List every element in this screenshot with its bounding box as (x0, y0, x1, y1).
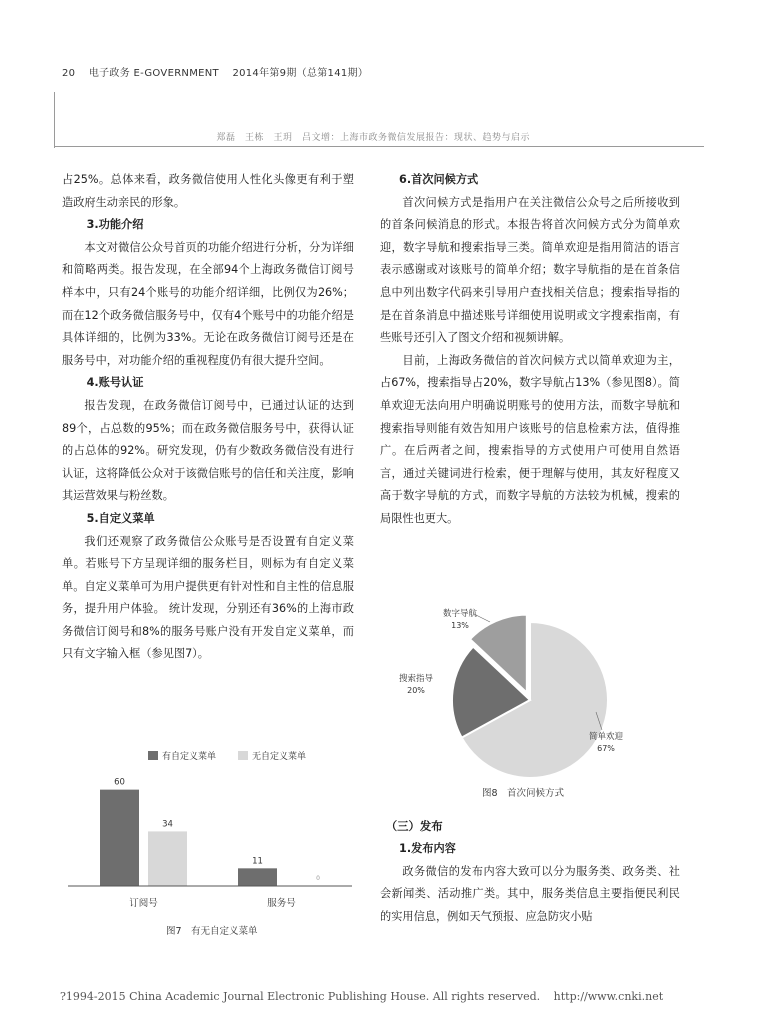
journal-name: 电子政务 E-GOVERNMENT (88, 68, 219, 79)
running-title: 郑磊 王栋 王玥 吕文增：上海市政务微信发展报告：现状、趋势与启示 (216, 133, 530, 143)
slice-label-nav: 数字导航 (442, 609, 478, 619)
section-heading: 6.首次问候方式 (399, 173, 479, 186)
paragraph: 报告发现，在政务微信订阅号中，已通过认证的达到89个，占总数的95%；而在政务微信服务号中，获得认证的占总体的92%。研究发现，仍有少数政务微信没有进行认证，这将降低公众对于该微信账号的信任和关注度，影响其运营效果与粉丝数。 (62, 398, 354, 503)
bar (100, 790, 139, 886)
paragraph: 本文对微信公众号首页的功能介绍进行分析，分为详细和简略两类。报告发现，在全部94个上海政务微信订阅号样本中，只有24个账号的功能介绍详细，比例仅为26%；而在12个政务微信服务号中，仅有4个账号中的功能介绍是具体详细的，比例为33%。无论在政务微信订阅号还是在服务号中，对功能介绍的重视程度仍有很大提升空间。 (62, 240, 354, 367)
header-vertical-rule (54, 92, 55, 148)
section-heading: 3.功能介绍 (86, 218, 144, 232)
copyright-notice: ?1994-2015 China Academic Journal Electronic Publishing House. All rights reserved. (60, 990, 541, 1003)
data-label: 34 (162, 819, 173, 830)
data-label: 60 (114, 777, 125, 788)
paragraph: 首次问候方式是指用户在关注微信公众号之后所接收到的首条问候消息的形式。本报告将首次问候方式分为简单欢迎，数字导航和搜索指导三类。简单欢迎是指用简洁的语言表示感谢或对该账号的简单介绍；数字导航指的是在首条信息中列出数字代码来引导用户查找相关信息；搜索指导指的是在首条消息中描述账号详细使用说明或文字搜索指南，有些账号还引入了图文介绍和视频讲解。 (380, 195, 680, 345)
x-tick-label: 服务号 (267, 898, 296, 909)
paragraph: 目前，上海政务微信的首次问候方式以简单欢迎为主，占67%，搜索指导占20%，数字导航占13%（参见图8）。简单欢迎无法向用户明确说明账号的使用方法，而数字导航和搜索指导则能有效告知用户该账号的信息检索方法，值得推广。在后两者之间，搜索指导的方式使用户可使用自然语言，通过关键词进行检索，便于理解与使用，其友好程度又高于数字导航的方式，而数字导航的方法较为机械，搜索的局限性也更大。 (380, 353, 680, 525)
footer-url: http://www.cnki.net (553, 990, 664, 1003)
figure-8-pie-chart (390, 600, 690, 805)
slice-label-welcome: 简单欢迎 (588, 732, 624, 742)
legend-label-yes: 有自定义菜单 (162, 752, 217, 762)
figure-caption: 图8 首次问候方式 (482, 788, 565, 799)
left-column (62, 169, 354, 666)
data-label: 11 (252, 856, 263, 867)
slice-value-nav: 13% (451, 621, 469, 630)
header-horizontal-rule (54, 146, 704, 147)
slice-value-welcome: 67% (597, 744, 615, 753)
right-column (380, 169, 680, 531)
paragraph: 我们还观察了政务微信公众账号是否设置有自定义菜单。若账号下方呈现详细的服务栏目，则标为有自定义菜单。自定义菜单可为用户提供更有针对性和自主性的信息服务，提升用户体验。 统计发现，分别还有36%的上海市政务微信订阅号和8%的服务号账户没有开发自定义菜单，而只有文字输入框（参见图7）。 (62, 534, 354, 661)
section-heading: 4.账号认证 (86, 376, 144, 390)
legend-swatch-yes (148, 751, 158, 760)
legend-label-no: 无自定义菜单 (252, 752, 307, 762)
journal-issue: 2014年第9期（总第141期） (232, 68, 369, 79)
section-heading: 5.自定义菜单 (86, 511, 155, 525)
paragraph: 政务微信的发布内容大致可以分为服务类、政务类、社会新闻类、活动推广类。其中，服务类信息主要指便民利民的实用信息，例如天气预报、应急防灾小贴 (380, 864, 680, 923)
bar (148, 831, 187, 886)
subsection-heading: 1.发布内容 (399, 842, 456, 855)
data-label: 0 (316, 875, 320, 882)
paragraph: 占25%。总体来看，政务微信使用人性化头像更有利于塑造政府生动亲民的形象。 (62, 173, 354, 209)
right-column-lower (380, 814, 680, 928)
page-number: 20 (62, 68, 76, 79)
section-heading: （三）发布 (385, 819, 443, 833)
figure-caption: 图7 有无自定义菜单 (166, 926, 258, 937)
figure-7-bar-chart (62, 740, 362, 940)
bar (238, 868, 277, 886)
x-tick-label: 订阅号 (129, 898, 158, 909)
page-header (62, 64, 378, 79)
legend-swatch-no (238, 751, 248, 760)
page-footer (60, 990, 663, 1003)
slice-label-search: 搜索指导 (398, 674, 434, 684)
slice-value-search: 20% (407, 686, 425, 695)
